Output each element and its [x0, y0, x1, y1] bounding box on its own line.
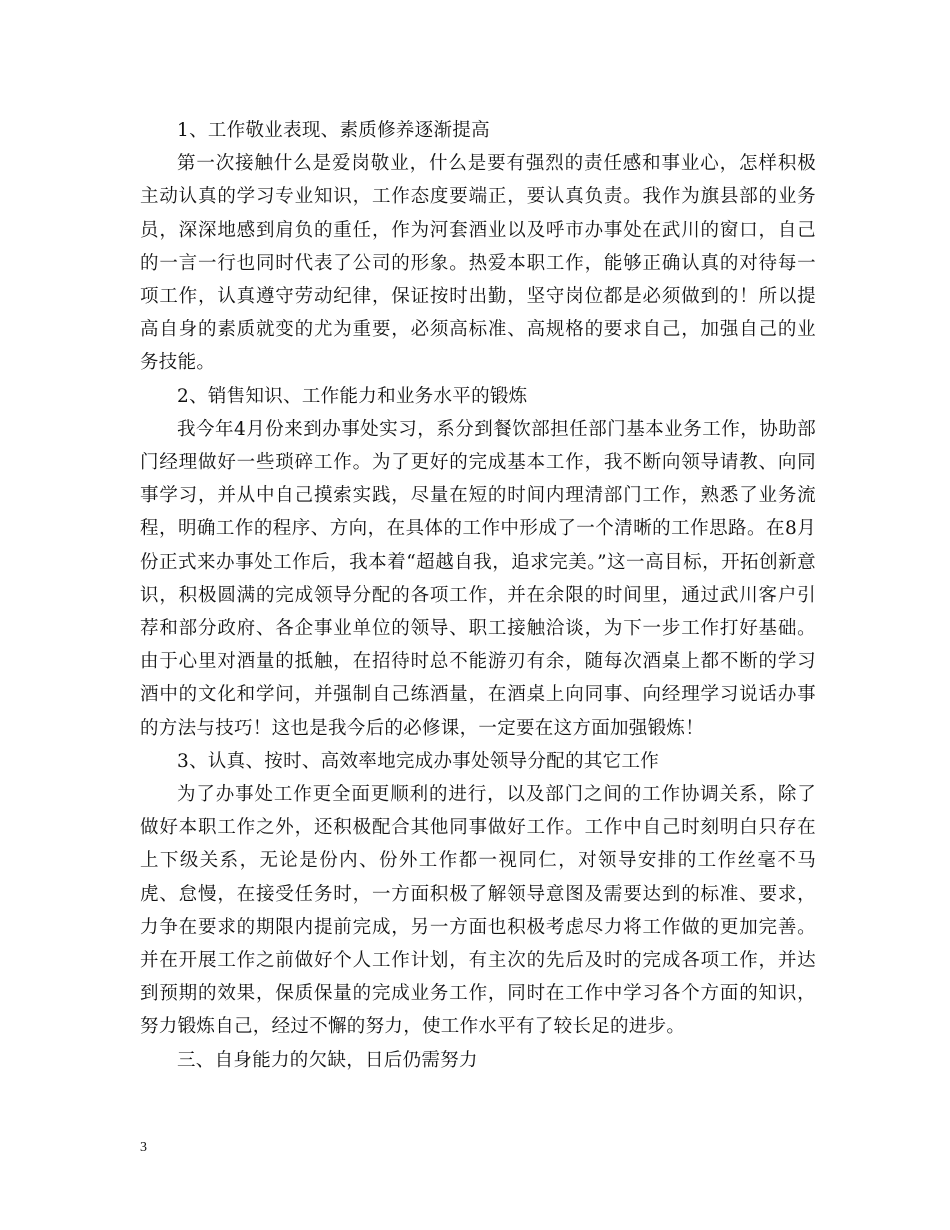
- section-heading-2: 2、销售知识、工作能力和业务水平的锻炼: [177, 385, 528, 407]
- document-body: [140, 114, 816, 1077]
- section-paragraph-1: 第一次接触什么是爱岗敬业，什么是要有强烈的责任感和事业心，怎样积极主动认真的学习专业知识，工作态度要端正，要认真负责。我作为旗县部的业务员，深深地感到肩负的重任，作为河套酒业以及呼市办事处在武川的窗口，自己的一言一行也同时代表了公司的形象。热爱本职工作，能够正确认真的对待每一项工作，认真遵守劳动纪律，保证按时出勤，坚守岗位都是必须做到的！所以提高自身的素质就变的尤为重要，必须高标准、高规格的要求自己，加强自己的业务技能。: [140, 153, 816, 374]
- section-heading-4: 三、自身能力的欠缺，日后仍需努力: [177, 1049, 478, 1071]
- section-paragraph-3: 为了办事处工作更全面更顺利的进行，以及部门之间的工作协调关系，除了做好本职工作之外，还积极配合其他同事做好工作。工作中自己时刻明白只存在上下级关系，无论是份内、份外工作都一视同仁，对领导安排的工作丝毫不马虎、怠慢，在接受任务时，一方面积极了解领导意图及需要达到的标准、要求，力争在要求的期限内提前完成，另一方面也积极考虑尽力将工作做的更加完善。并在开展工作之前做好个人工作计划，有主次的先后及时的完成各项工作，并达到预期的效果，保质保量的完成业务工作，同时在工作中学习各个方面的知识，努力锻炼自己，经过不懈的努力，使工作水平有了较长足的进步。: [140, 784, 816, 1038]
- page-number: 3: [140, 1140, 147, 1155]
- section-heading-3: 3、认真、按时、高效率地完成办事处领导分配的其它工作: [177, 750, 660, 772]
- section-paragraph-2: 我今年4月份来到办事处实习，系分到餐饮部担任部门基本业务工作，协助部门经理做好一些琐碎工作。为了更好的完成基本工作，我不断向领导请教、向同事学习，并从中自己摸索实践，尽量在短的时间内理清部门工作，熟悉了业务流程，明确工作的程序、方向，在具体的工作中形成了一个清晰的工作思路。在8月份正式来办事处工作后，我本着“超越自我，追求完美。”这一高目标，开拓创新意识，积极圆满的完成领导分配的各项工作，并在余限的时间里，通过武川客户引荐和部分政府、各企事业单位的领导、职工接触洽谈，为下一步工作打好基础。由于心里对酒量的抵触，在招待时总不能游刃有余，随每次酒桌上都不断的学习酒中的文化和学问，并强制自己练酒量，在酒桌上向同事、向经理学习说话办事的方法与技巧！这也是我今后的必修课，一定要在这方面加强锻炼！: [140, 418, 816, 739]
- section-heading-1: 1、工作敬业表现、素质修养逐渐提高: [177, 120, 490, 141]
